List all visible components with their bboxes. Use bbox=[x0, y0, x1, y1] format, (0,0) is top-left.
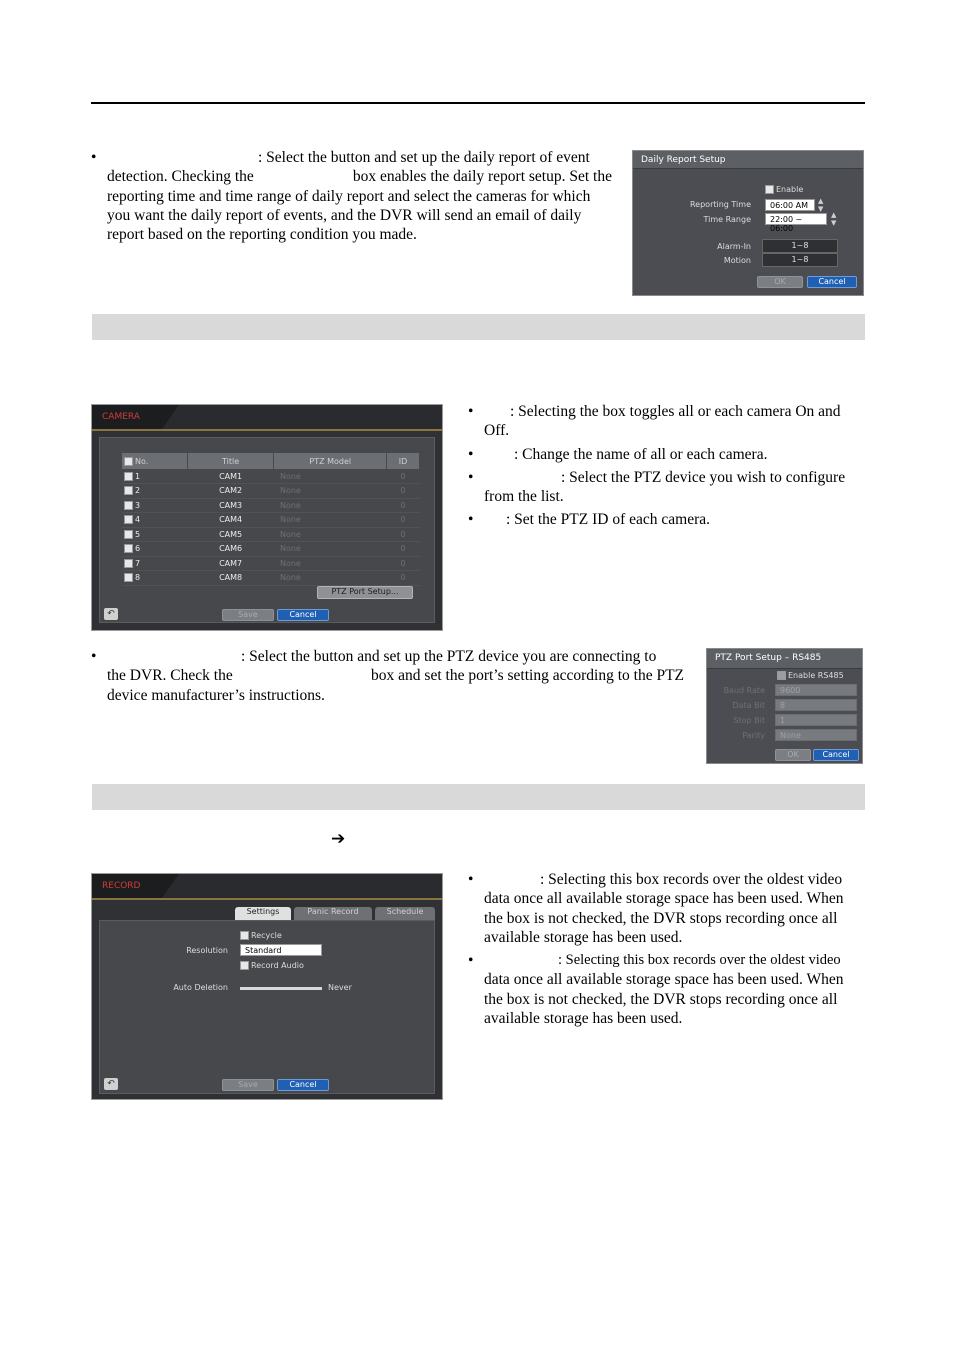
ptz-model: None bbox=[279, 486, 301, 496]
checkbox-icon bbox=[124, 573, 133, 582]
ptz-id-cell[interactable] bbox=[387, 469, 420, 484]
camera-title: CAM8 bbox=[219, 573, 243, 583]
parity-label: Parity bbox=[742, 731, 765, 740]
ptz-model-cell[interactable] bbox=[274, 469, 387, 484]
camera-checkbox[interactable] bbox=[122, 556, 187, 571]
table-row[interactable] bbox=[122, 498, 420, 513]
ok-button[interactable]: OK bbox=[775, 749, 811, 761]
table-row[interactable] bbox=[122, 469, 420, 484]
camera-checkbox[interactable] bbox=[122, 498, 187, 513]
camera-title-cell[interactable] bbox=[187, 556, 274, 571]
tab-schedule[interactable]: Schedule bbox=[375, 907, 435, 920]
reporting-time-field[interactable]: 06:00 AM bbox=[765, 199, 815, 211]
ptz-model-cell[interactable] bbox=[274, 571, 387, 586]
screen-header bbox=[92, 405, 442, 429]
camera-checkbox[interactable] bbox=[122, 527, 187, 542]
ptz-model: None bbox=[279, 500, 301, 510]
checkbox-icon bbox=[240, 961, 249, 970]
checkbox-icon bbox=[124, 559, 133, 568]
bullet: • bbox=[468, 445, 474, 463]
note-text: data once all available storage space has been used. When bbox=[484, 971, 844, 989]
camera-title: CAM3 bbox=[219, 500, 243, 510]
camera-checkbox[interactable] bbox=[122, 542, 187, 557]
data-bit-label: Data Bit bbox=[732, 701, 765, 710]
record-audio-checkbox[interactable] bbox=[240, 961, 304, 970]
dialog-title: Daily Report Setup bbox=[633, 151, 863, 169]
bullet: • bbox=[468, 403, 474, 420]
daily-line-5: report based on the reporting condition you made. bbox=[107, 226, 417, 244]
note-text: the box is not checked, the DVR stops recording once all bbox=[484, 909, 838, 927]
camera-title: CAM1 bbox=[219, 471, 243, 481]
column-header[interactable]: ID bbox=[387, 453, 420, 469]
spinner-icon[interactable]: ▲ ▼ bbox=[831, 211, 837, 227]
ptz-model-cell[interactable] bbox=[274, 556, 387, 571]
tab-panic-record[interactable]: Panic Record bbox=[294, 907, 372, 920]
note-text: : Select the PTZ device you wish to configure bbox=[561, 468, 846, 486]
checkbox-icon bbox=[124, 544, 133, 553]
recycle-label: Recycle bbox=[251, 931, 282, 940]
ptz-paragraph bbox=[91, 647, 684, 705]
motion-label: Motion bbox=[723, 256, 751, 265]
note-text: available storage has been used. bbox=[484, 1010, 683, 1028]
ptz-model-cell[interactable] bbox=[274, 527, 387, 542]
baud-select[interactable]: 9600 bbox=[775, 684, 857, 696]
section-bar bbox=[92, 314, 865, 340]
motion-field[interactable]: 1~8 bbox=[762, 253, 838, 267]
checkbox-icon bbox=[124, 501, 133, 510]
camera-title-cell[interactable] bbox=[187, 527, 274, 542]
time-range-label: Time Range bbox=[703, 215, 751, 224]
screen-title: RECORD bbox=[102, 881, 141, 891]
back-icon[interactable]: ↶ bbox=[104, 608, 118, 620]
tab-settings[interactable]: Settings bbox=[235, 907, 291, 920]
auto-deletion-label: Auto Deletion bbox=[173, 983, 228, 992]
recycle-checkbox[interactable] bbox=[240, 931, 282, 940]
camera-number: 2 bbox=[135, 486, 141, 496]
table-row[interactable] bbox=[122, 513, 420, 528]
spinner-icon[interactable]: ▲ ▼ bbox=[818, 197, 824, 213]
ptz-line-1: : Select the button and set up the PTZ device you are connecting to bbox=[241, 648, 657, 665]
note-text: from the list. bbox=[484, 488, 564, 506]
ptz-id-cell[interactable] bbox=[387, 527, 420, 542]
reporting-time-label: Reporting Time bbox=[689, 200, 751, 209]
ptz-id: 0 bbox=[400, 515, 406, 525]
ptz-line-2b: box and set the port’s setting according to the PTZ bbox=[371, 667, 684, 685]
daily-line-1: : Select the button and set up the daily report of event bbox=[258, 149, 590, 166]
camera-title-cell[interactable] bbox=[187, 469, 274, 484]
camera-title-cell[interactable] bbox=[187, 498, 274, 513]
cancel-button[interactable]: Cancel bbox=[277, 1079, 329, 1091]
ptz-line-3: device manufacturer’s instructions. bbox=[107, 686, 325, 704]
camera-number: 8 bbox=[135, 573, 141, 583]
camera-title-cell[interactable] bbox=[187, 484, 274, 499]
enable-rs485-checkbox[interactable] bbox=[777, 671, 844, 680]
baud-label: Baud Rate bbox=[723, 686, 765, 695]
camera-checkbox[interactable] bbox=[122, 571, 187, 586]
ptz-id: 0 bbox=[400, 471, 406, 481]
ptz-id-cell[interactable] bbox=[387, 571, 420, 586]
camera-screen bbox=[91, 404, 443, 631]
note-text: : Selecting this box records over the oldest video bbox=[558, 952, 841, 969]
ptz-id: 0 bbox=[400, 558, 406, 568]
note-text: : Selecting this box records over the oldest video bbox=[540, 871, 843, 888]
note-item bbox=[468, 445, 862, 464]
camera-title-cell[interactable] bbox=[187, 513, 274, 528]
bullet: • bbox=[468, 871, 474, 888]
camera-title: CAM5 bbox=[219, 529, 243, 539]
alarm-in-label: Alarm-In bbox=[717, 242, 751, 251]
camera-number: 6 bbox=[135, 544, 141, 554]
ptz-id-cell[interactable] bbox=[387, 498, 420, 513]
screen-title: CAMERA bbox=[102, 412, 140, 422]
camera-table bbox=[122, 453, 420, 586]
note-text: : Change the name of all or each camera. bbox=[514, 445, 768, 463]
ptz-id: 0 bbox=[400, 573, 406, 583]
ptz-model-cell[interactable] bbox=[274, 542, 387, 557]
note-item bbox=[468, 468, 862, 507]
ptz-id-cell[interactable] bbox=[387, 556, 420, 571]
note-item bbox=[468, 510, 862, 529]
enable-label: Enable bbox=[776, 185, 804, 194]
ptz-id: 0 bbox=[400, 544, 406, 554]
note-item bbox=[468, 870, 862, 947]
ptz-id-cell[interactable] bbox=[387, 484, 420, 499]
checkbox-icon bbox=[124, 472, 133, 481]
camera-number: 1 bbox=[135, 471, 141, 481]
ptz-model: None bbox=[279, 471, 301, 481]
checkbox-icon bbox=[124, 530, 133, 539]
ptz-model-cell[interactable] bbox=[274, 484, 387, 499]
cancel-button[interactable]: Cancel bbox=[807, 276, 857, 288]
checkbox-icon bbox=[777, 671, 786, 680]
bullet: • bbox=[91, 149, 97, 166]
auto-deletion-value: Never bbox=[328, 983, 352, 992]
enable-label: Enable RS485 bbox=[788, 671, 844, 680]
ptz-model: None bbox=[279, 529, 301, 539]
stop-bit-select[interactable]: 1 bbox=[775, 714, 857, 726]
camera-number: 3 bbox=[135, 500, 141, 510]
table-row[interactable] bbox=[122, 571, 420, 586]
ptz-line-2a: the DVR. Check the bbox=[107, 667, 233, 685]
resolution-label: Resolution bbox=[186, 946, 228, 955]
checkbox-icon bbox=[124, 486, 133, 495]
back-icon[interactable]: ↶ bbox=[104, 1078, 118, 1090]
arrow-right-icon: ➔ bbox=[331, 829, 346, 849]
ptz-model: None bbox=[279, 515, 301, 525]
cancel-button[interactable]: Cancel bbox=[277, 609, 329, 621]
enable-checkbox[interactable] bbox=[765, 185, 803, 194]
section-bar bbox=[92, 784, 865, 810]
resolution-select[interactable]: Standard bbox=[240, 944, 322, 956]
bullet: • bbox=[468, 952, 474, 970]
note-text: the box is not checked, the DVR stops recording once all bbox=[484, 990, 838, 1008]
time-range-field[interactable]: 22:00 ~ 06:00 bbox=[765, 213, 827, 225]
camera-number: 7 bbox=[135, 558, 141, 568]
ptz-port-dialog bbox=[706, 648, 863, 764]
camera-number: 5 bbox=[135, 529, 141, 539]
note-text: : Selecting the box toggles all or each camera On and bbox=[510, 403, 841, 420]
camera-notes bbox=[468, 402, 862, 530]
column-header[interactable]: No. bbox=[122, 453, 187, 469]
ptz-model: None bbox=[279, 544, 301, 554]
daily-line-2b: box enables the daily report setup. Set the bbox=[352, 168, 612, 186]
record-audio-label: Record Audio bbox=[251, 961, 304, 970]
camera-checkbox[interactable] bbox=[122, 513, 187, 528]
record-notes bbox=[468, 870, 862, 1028]
column-header[interactable]: PTZ Model bbox=[274, 453, 387, 469]
daily-report-dialog bbox=[632, 150, 864, 296]
ptz-id-cell[interactable] bbox=[387, 513, 420, 528]
header-rule bbox=[91, 102, 865, 104]
ptz-id: 0 bbox=[400, 486, 406, 496]
note-text: available storage has been used. bbox=[484, 928, 683, 946]
ptz-id: 0 bbox=[400, 500, 406, 510]
ok-button[interactable]: OK bbox=[757, 276, 803, 288]
camera-title: CAM4 bbox=[219, 515, 243, 525]
camera-number: 4 bbox=[135, 515, 141, 525]
ptz-port-setup-button[interactable]: PTZ Port Setup... bbox=[317, 586, 413, 599]
camera-title: CAM2 bbox=[219, 486, 243, 496]
daily-line-4: you want the daily report of events, and the DVR will send an email of daily bbox=[107, 206, 582, 224]
bullet: • bbox=[91, 648, 97, 665]
note-text: data once all available storage space has been used. When bbox=[484, 890, 844, 908]
camera-title-cell[interactable] bbox=[187, 571, 274, 586]
table-row[interactable] bbox=[122, 542, 420, 557]
bullet: • bbox=[468, 468, 474, 486]
note-item bbox=[468, 951, 862, 1028]
auto-deletion-slider[interactable] bbox=[240, 987, 322, 990]
note-item bbox=[468, 402, 862, 441]
save-button[interactable]: Save bbox=[222, 609, 274, 621]
daily-report-paragraph bbox=[91, 148, 612, 244]
daily-line-2a: detection. Checking the bbox=[107, 168, 254, 186]
ptz-id: 0 bbox=[400, 529, 406, 539]
parity-select[interactable]: None bbox=[775, 729, 857, 741]
ptz-model: None bbox=[279, 558, 301, 568]
cancel-button[interactable]: Cancel bbox=[813, 749, 859, 761]
dialog-title: PTZ Port Setup – RS485 bbox=[707, 649, 862, 669]
table-row[interactable] bbox=[122, 556, 420, 571]
camera-title-cell[interactable] bbox=[187, 542, 274, 557]
note-text: Off. bbox=[484, 422, 510, 440]
screen-header bbox=[92, 874, 442, 898]
checkbox-icon bbox=[765, 185, 774, 194]
ptz-model-cell[interactable] bbox=[274, 498, 387, 513]
ptz-id-cell[interactable] bbox=[387, 542, 420, 557]
daily-line-3: reporting time and time range of daily report and select the cameras for which bbox=[107, 187, 591, 205]
ptz-model: None bbox=[279, 573, 301, 583]
save-button[interactable]: Save bbox=[222, 1079, 274, 1091]
checkbox-icon bbox=[124, 515, 133, 524]
data-bit-select[interactable]: 8 bbox=[775, 699, 857, 711]
camera-title: CAM6 bbox=[219, 544, 243, 554]
alarm-in-field[interactable]: 1~8 bbox=[762, 239, 838, 253]
checkbox-icon bbox=[240, 931, 249, 940]
camera-panel bbox=[99, 437, 435, 623]
camera-title: CAM7 bbox=[219, 558, 243, 568]
stop-bit-label: Stop Bit bbox=[733, 716, 765, 725]
record-panel bbox=[99, 920, 435, 1094]
camera-checkbox[interactable] bbox=[122, 484, 187, 499]
table-row[interactable] bbox=[122, 527, 420, 542]
bullet: • bbox=[468, 511, 474, 529]
record-screen bbox=[91, 873, 443, 1100]
table-row[interactable] bbox=[122, 484, 420, 499]
note-text: : Set the PTZ ID of each camera. bbox=[506, 511, 710, 529]
ptz-model-cell[interactable] bbox=[274, 513, 387, 528]
column-header[interactable]: Title bbox=[187, 453, 274, 469]
camera-checkbox[interactable] bbox=[122, 469, 187, 484]
